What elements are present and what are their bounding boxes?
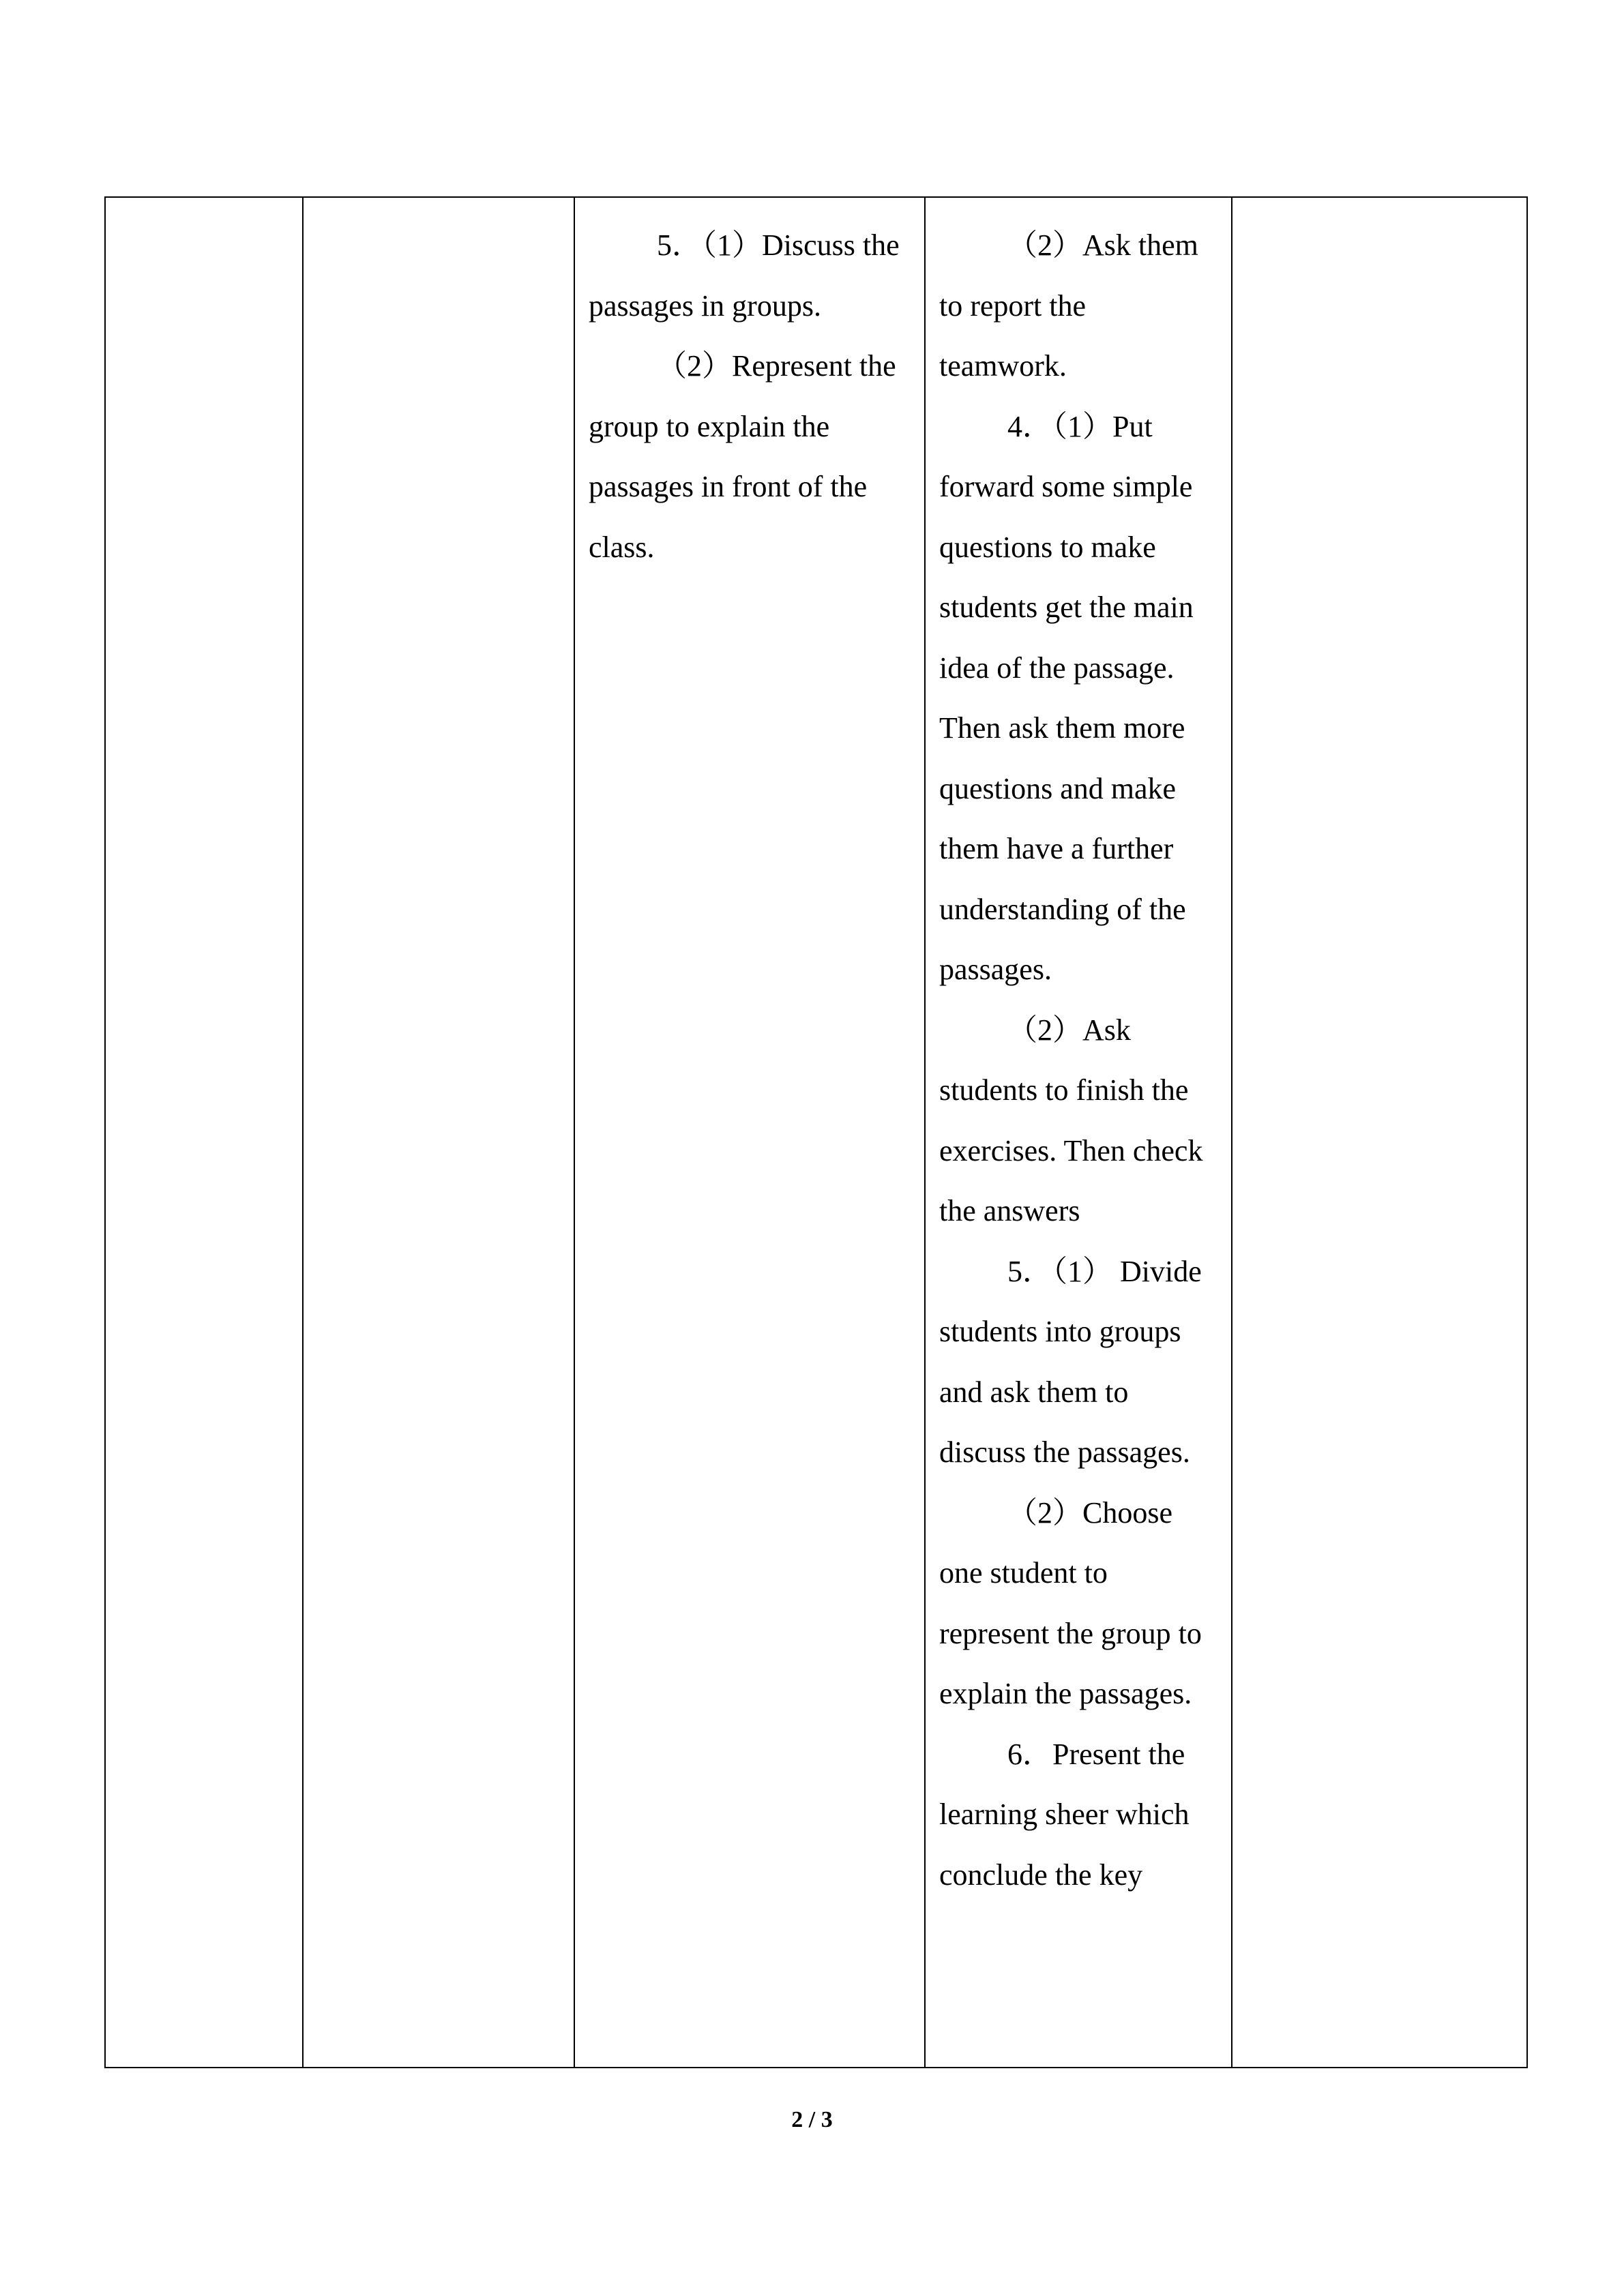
table-cell-col2 bbox=[303, 197, 574, 2068]
teacher-activity-paragraph: 4．（1）Put forward some simple questions to make students get the main idea of the passage. Then ask them more questions and make them have a further understanding of the passages. bbox=[939, 409, 1194, 986]
lesson-plan-table bbox=[104, 196, 1528, 2068]
teacher-activity-paragraph: （2）Ask them to report the teamwork. bbox=[939, 228, 1198, 383]
student-activity-paragraph: 5．（1）Discuss the passages in groups. bbox=[589, 228, 900, 323]
teacher-activity-paragraph: 6．Present the learning sheer which conclude the key bbox=[939, 1737, 1190, 1892]
teacher-activities-cell bbox=[925, 197, 1232, 2068]
teacher-activity-paragraph: （2）Ask students to finish the exercises. Then check the answers bbox=[939, 1013, 1203, 1227]
student-activity-paragraph: （2）Represent the group to explain the passages in front of the class. bbox=[589, 349, 896, 564]
table-row bbox=[105, 197, 1527, 2068]
table-cell-col5 bbox=[1232, 197, 1527, 2068]
page-number: 2 / 3 bbox=[791, 2107, 833, 2132]
table-cell-col1 bbox=[105, 197, 303, 2068]
teacher-activity-paragraph: 5．（1） Divide students into groups and ask them to discuss the passages. bbox=[939, 1254, 1202, 1469]
teacher-activity-paragraph: （2）Choose one student to represent the group to explain the passages. bbox=[939, 1495, 1202, 1710]
student-activities-cell bbox=[574, 197, 925, 2068]
